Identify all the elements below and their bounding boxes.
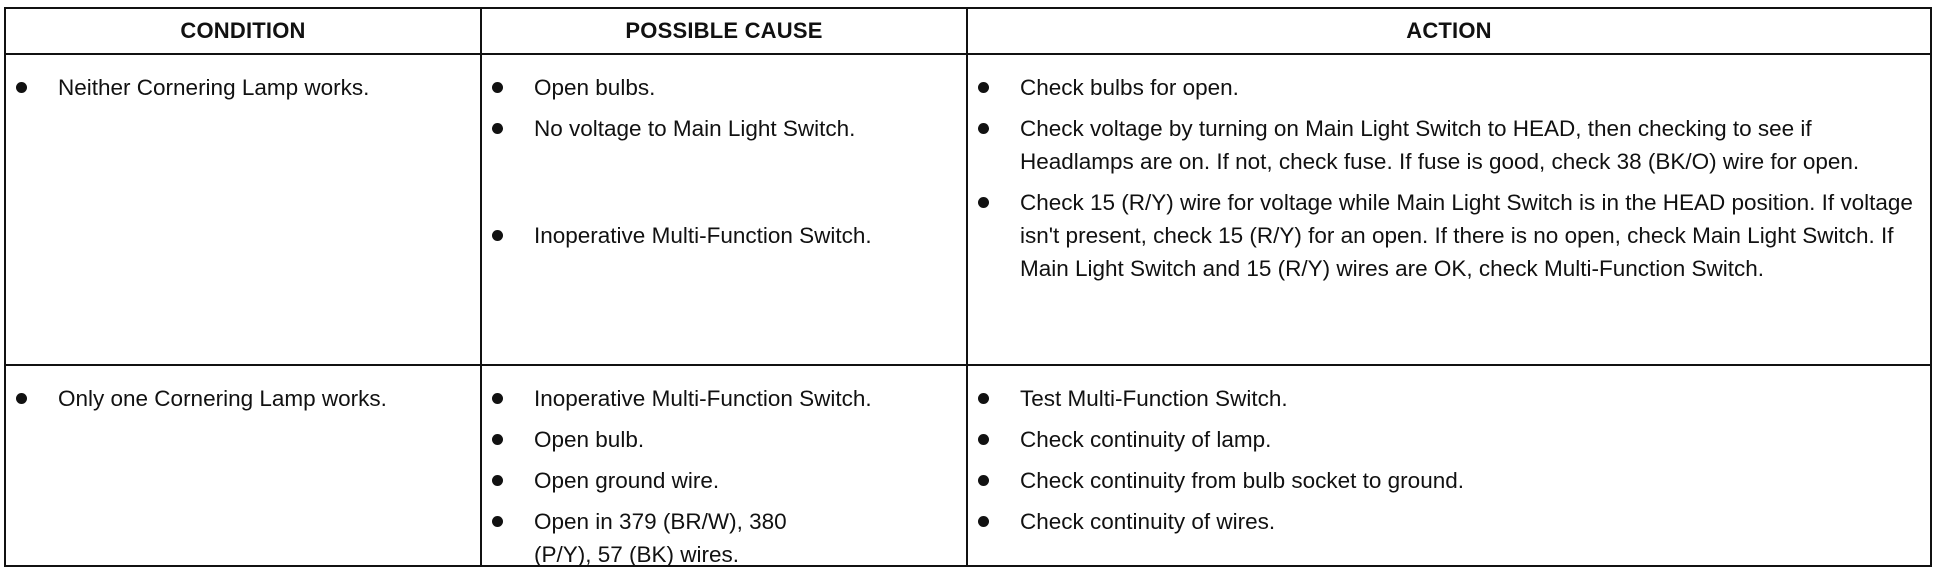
row2-cause-cell [482,382,966,579]
bullet-icon [492,123,503,134]
diagnosis-table [4,7,1932,567]
bullet-icon [978,516,989,527]
condition-text: Neither Cornering Lamp works. [58,75,370,100]
action-text: Check voltage by turning on Main Light Switch to HEAD, then checking to see if Headlamps are on. If not, check fuse. If fuse is good, check 38 (BK/O) wire for open. [1020,116,1860,174]
bullet-icon [492,434,503,445]
cause-text: No voltage to Main Light Switch. [534,116,856,141]
action-item [968,505,1923,538]
cause-item [482,112,966,145]
cause-item [482,219,966,252]
cause-item [482,71,966,104]
row1-condition-cell [6,71,476,112]
cause-text: Inoperative Multi-Function Switch. [534,223,872,248]
condition-text: Only one Cornering Lamp works. [58,386,387,411]
header-possible-cause: POSSIBLE CAUSE [625,18,823,43]
action-item [968,464,1923,497]
cause-text: Open in 379 (BR/W), 380 (P/Y), 57 (BK) wires. [534,509,787,567]
bullet-icon [492,475,503,486]
bullet-icon [492,82,503,93]
bullet-icon [978,82,989,93]
action-item [968,71,1923,104]
row1-action-cell [968,71,1923,293]
bullet-icon [492,516,503,527]
header-divider [6,53,1930,55]
action-text: Check continuity of wires. [1020,509,1276,534]
bullet-icon [492,393,503,404]
action-item [968,423,1923,456]
cause-item [482,505,844,571]
action-text: Check bulbs for open. [1020,75,1239,100]
bullet-icon [16,82,27,93]
bullet-icon [492,230,503,241]
header-condition: CONDITION [180,18,306,43]
action-item [968,186,1923,285]
action-item [968,382,1923,415]
condition-item [6,382,398,415]
cause-text: Open bulb. [534,427,645,452]
bullet-icon [978,393,989,404]
cause-text: Open ground wire. [534,468,720,493]
row2-action-cell [968,382,1923,546]
bullet-icon [978,123,989,134]
action-text: Check continuity of lamp. [1020,427,1272,452]
action-item [968,112,1923,178]
cause-text: Inoperative Multi-Function Switch. [534,386,872,411]
bullet-icon [978,434,989,445]
action-text: Test Multi-Function Switch. [1020,386,1288,411]
bullet-icon [16,393,27,404]
bullet-icon [978,475,989,486]
cause-item [482,423,966,456]
header-action: ACTION [1406,18,1492,43]
row1-cause-cell [482,71,966,260]
cause-item [482,382,966,415]
bullet-icon [978,197,989,208]
cause-item [482,464,966,497]
condition-item [6,71,476,104]
action-text: Check continuity from bulb socket to ground. [1020,468,1464,493]
row2-condition-cell [6,382,446,423]
action-text: Check 15 (R/Y) wire for voltage while Main Light Switch is in the HEAD position. If voltage isn't present, check 15 (R/Y) for an open. If there is no open, check Main Light Switch. If Main Light Switch and 15 (R/Y) wires are OK, check Multi-Function Switch. [1020,190,1913,281]
cause-text: Open bulbs. [534,75,656,100]
row-divider [6,364,1930,366]
